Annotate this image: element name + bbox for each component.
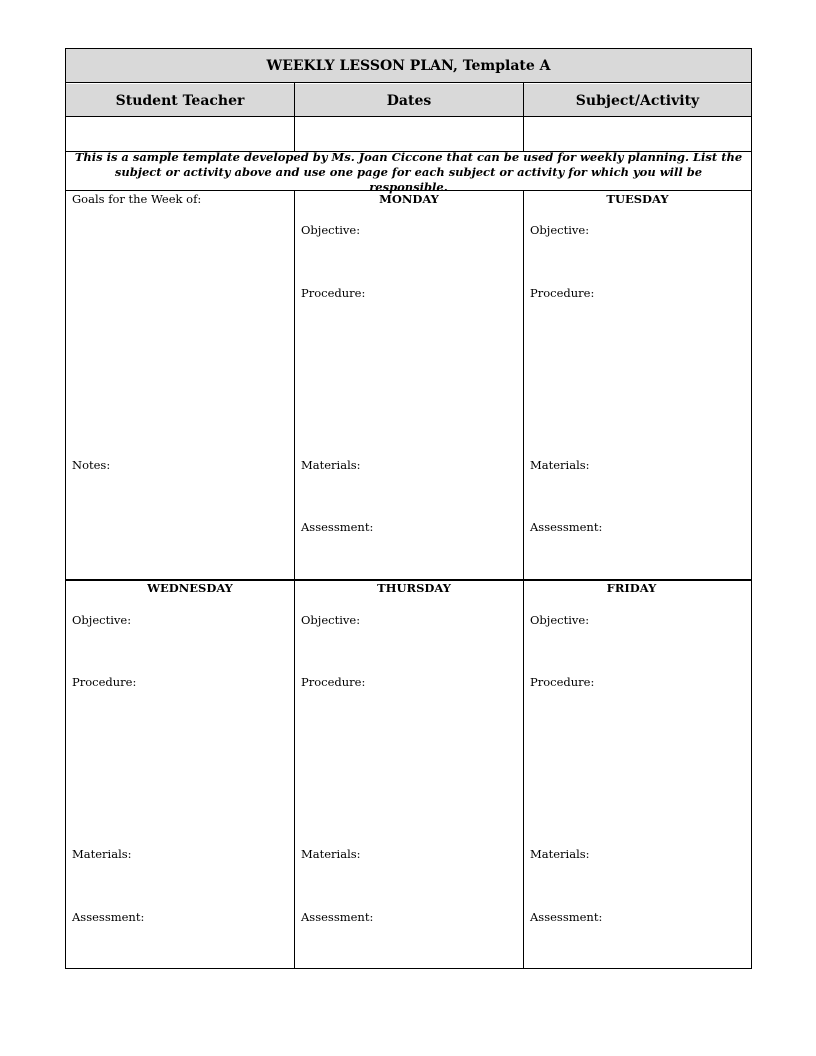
friday-assessment-label: Assessment: [530,910,603,924]
tuesday-materials-label: Materials: [530,458,590,472]
day-friday: FRIDAY [606,581,657,595]
friday-objective-label: Objective: [530,613,590,627]
monday-objective-label: Objective: [301,223,361,237]
template-note: This is a sample template developed by Ms. Joan Ciccone that can be used for weekly planning. List the subject or activity above and use one page for each subject or activity for which you will be responsible. [74,149,743,194]
wednesday-objective-label: Objective: [72,613,132,627]
dates-field[interactable] [295,118,523,152]
header-subject-activity: Subject/Activity [524,84,751,117]
friday-procedure-label: Procedure: [530,675,595,689]
notes-label: Notes: [72,458,111,472]
column-divider [294,83,295,152]
wednesday-procedure-label: Procedure: [72,675,137,689]
monday-materials-label: Materials: [301,458,361,472]
day-thursday: THURSDAY [377,581,451,595]
student-teacher-field[interactable] [66,118,294,152]
tuesday-objective-label: Objective: [530,223,590,237]
day-wednesday: WEDNESDAY [147,581,233,595]
wednesday-materials-label: Materials: [72,847,132,861]
subject-activity-field[interactable] [524,118,751,152]
lesson-plan-form [65,48,752,969]
thursday-objective-label: Objective: [301,613,361,627]
monday-assessment-label: Assessment: [301,520,374,534]
friday-materials-label: Materials: [530,847,590,861]
header-dates: Dates [295,84,523,117]
thursday-procedure-label: Procedure: [301,675,366,689]
day-monday: MONDAY [379,192,439,206]
column-divider [523,83,524,152]
divider [66,82,751,83]
monday-procedure-label: Procedure: [301,286,366,300]
wednesday-assessment-label: Assessment: [72,910,145,924]
form-title: WEEKLY LESSON PLAN, Template A [66,49,751,83]
tuesday-assessment-label: Assessment: [530,520,603,534]
day-tuesday: TUESDAY [606,192,669,206]
thursday-materials-label: Materials: [301,847,361,861]
tuesday-procedure-label: Procedure: [530,286,595,300]
divider [66,190,751,191]
thursday-assessment-label: Assessment: [301,910,374,924]
divider [66,116,751,117]
header-student-teacher: Student Teacher [66,84,294,117]
goals-label: Goals for the Week of: [72,192,202,206]
